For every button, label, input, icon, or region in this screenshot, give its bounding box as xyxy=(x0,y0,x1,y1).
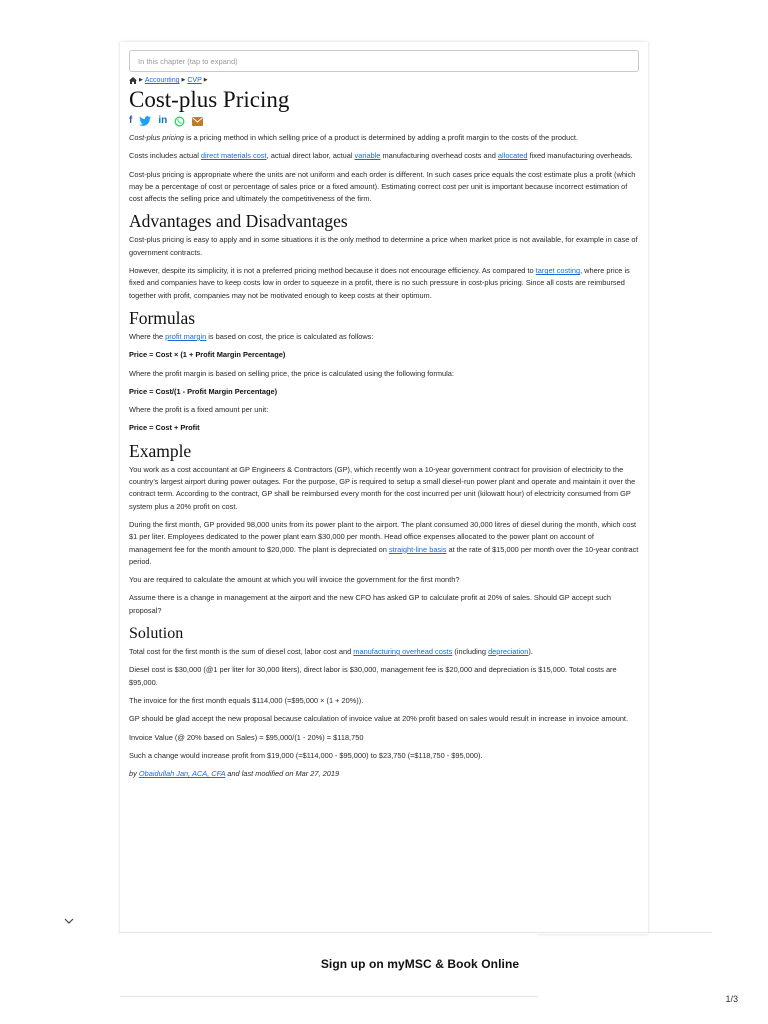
example-paragraph-3: You are required to calculate the amount at which you will invoice the government for the first month? xyxy=(129,575,460,585)
solution-paragraph-6: Such a change would increase profit from $19,000 (=$114,000 - $95,000) to $23,750 (=$118,750 - $95,000). xyxy=(129,750,483,760)
text-span: During the first month, GP provided 98,000 units from its power plant to the airport. The plant consumed 30,000 litres of diesel during the month, which cost $1 per liter. Employees dedicated to the power plant earn $30,000 per month. Head office expenses allocated to the power plant on account of management fee for the month amount to $20,000. The plant is depreciated on xyxy=(129,519,637,554)
formulas-paragraph-1 xyxy=(129,331,639,343)
banner-text[interactable]: Sign up on myMSC & Book Online xyxy=(320,957,520,971)
byline xyxy=(129,768,639,780)
solution-paragraph-5: Invoice Value (@ 20% based on Sales) = $95,000/(1 - 20%) = $118,750 xyxy=(129,732,364,742)
link-profit-margin[interactable]: profit margin xyxy=(165,331,207,341)
advantages-paragraph-1: Cost-plus pricing is easy to apply and in some situations it is the only method to determine a price when market price is not available, for example in case of government contracts. xyxy=(129,235,638,257)
term-cost-plus-pricing: Cost-plus pricing xyxy=(129,133,185,142)
link-author[interactable]: Obaidullah Jan, ACA, CFA xyxy=(138,769,226,779)
formula-sales-based: Price = Cost/(1 - Profit Margin Percentage) xyxy=(129,386,278,396)
email-icon[interactable] xyxy=(192,117,203,126)
link-manufacturing-overhead-costs[interactable]: manufacturing overhead costs xyxy=(353,647,453,657)
breadcrumb-link-cvp[interactable]: CVP xyxy=(187,77,202,84)
chevron-right-icon: ▶ xyxy=(203,77,208,83)
link-target-costing[interactable]: target costing xyxy=(535,266,581,276)
formulas-paragraph-2: Where the profit margin is based on selling price, the price is calculated using the following formula: xyxy=(129,368,454,378)
breadcrumb xyxy=(129,76,639,85)
twitter-icon[interactable] xyxy=(139,116,151,126)
text-span: is based on cost, the price is calculated as follows: xyxy=(206,331,374,341)
link-direct-materials-cost[interactable]: direct materials cost xyxy=(200,151,267,161)
solution-paragraph-3: The invoice for the first month equals $114,000 (=$95,000 × (1 + 20%)). xyxy=(129,695,364,705)
formula-fixed-profit: Price = Cost + Profit xyxy=(129,423,200,433)
page-number: 1/3 xyxy=(725,994,738,1004)
solution-paragraph-2: Diesel cost is $30,000 (@1 per liter for 30,000 liters), direct labor is $30,000, management fee is $20,000 and depreciation is $15,000. Total costs are $95,000. xyxy=(129,665,617,687)
text-span: at the rate of $15,000 per month over the 10-year contract period. xyxy=(129,544,639,566)
link-straight-line-basis[interactable]: straight-line basis xyxy=(388,544,447,554)
example-paragraph-1: You work as a cost accountant at GP Engineers & Contractors (GP), which recently won a 10-year government contract for provision of electricity to the country’s largest airport during power outages. For the purpose, GP is required to setup a small diesel-run power plant and operate and maintain it over the contract term. According to the contract, GP shall be reimbursed every month for the cost incurred per unit (kilowatt hour) of electricity consumed from GP system plus a 20% profit on cost. xyxy=(129,464,636,511)
facebook-icon[interactable]: f xyxy=(129,115,133,126)
chevron-right-icon: ▶ xyxy=(139,77,143,83)
chevron-down-icon[interactable] xyxy=(64,916,74,927)
example-paragraph-2 xyxy=(129,519,639,568)
text-span: However, despite its simplicity, it is not a preferred pricing method because it does not encourage efficiency. As compared to xyxy=(129,266,536,276)
text-span: , actual direct labor, actual xyxy=(266,151,355,161)
linkedin-icon[interactable]: in xyxy=(158,115,168,126)
home-icon[interactable] xyxy=(129,77,137,84)
text-span: Costs includes actual xyxy=(129,151,201,161)
example-paragraph-4: Assume there is a change in management at the airport and the new CFO has asked GP to calculate profit at 20% of sales. Should GP accept such proposal? xyxy=(129,593,612,615)
article xyxy=(129,50,639,786)
page-title: Cost-plus Pricing xyxy=(129,87,290,112)
byline-suffix: and last modified on Mar 27, 2019 xyxy=(225,769,340,779)
solution-paragraph-1 xyxy=(129,646,639,658)
intro-paragraph-3: Cost-plus pricing is appropriate where the units are not uniform and each order is different. In such cases price equals the cost estimate plus a profit (which may be a percentage of cost or percentage of sales price or a fixed amount). Estimating correct cost per unit is important because incorrect estimation of cost affects the selling price and ultimately the competitiveness of the firm. xyxy=(129,169,636,204)
intro-paragraph-1 xyxy=(129,132,639,144)
chevron-right-icon: ▶ xyxy=(181,77,186,83)
heading-solution: Solution xyxy=(129,625,184,643)
link-depreciation[interactable]: depreciation xyxy=(488,647,529,657)
ad-banner[interactable] xyxy=(120,933,538,997)
text-span: ). xyxy=(528,647,533,657)
byline-prefix: by xyxy=(129,769,139,779)
heading-formulas: Formulas xyxy=(129,307,196,328)
text-span: (including xyxy=(452,647,489,657)
share-bar xyxy=(129,115,639,127)
text-span: Where the xyxy=(129,331,166,341)
formulas-paragraph-3: Where the profit is a fixed amount per unit: xyxy=(129,405,269,415)
document-page xyxy=(120,42,648,934)
text-span: Total cost for the first month is the sum of diesel cost, labor cost and xyxy=(129,647,354,657)
intro-paragraph-2 xyxy=(129,150,639,162)
whatsapp-icon[interactable] xyxy=(174,116,185,127)
text-span: manufacturing overhead costs and xyxy=(380,151,498,161)
advantages-paragraph-2 xyxy=(129,265,639,302)
chapter-search-input[interactable]: In this chapter (tap to expand) xyxy=(129,50,639,72)
solution-paragraph-4: GP should be glad accept the new proposal because calculation of invoice value at 20% profit based on sales would result in increase in invoice amount. xyxy=(129,714,629,724)
heading-advantages: Advantages and Disadvantages xyxy=(129,211,348,232)
breadcrumb-link-accounting[interactable]: Accounting xyxy=(144,77,180,84)
text-span: fixed manufacturing overheads. xyxy=(527,151,633,161)
link-variable[interactable]: variable xyxy=(354,151,381,161)
formula-cost-based: Price = Cost × (1 + Profit Margin Percentage) xyxy=(129,350,286,360)
heading-example: Example xyxy=(129,440,192,461)
link-allocated[interactable]: allocated xyxy=(497,151,528,161)
intro-text: is a pricing method in which selling price of a product is determined by adding a profit margin to the costs of the product. xyxy=(184,133,579,142)
text-span: , where price is fixed and companies have to keep costs low in order to squeeze in a profit, there is no such pressure in cost-plus pricing. Since all costs are reimbursed together with profit, companies may not be motivated enough to keep costs at their optimum. xyxy=(129,266,630,300)
